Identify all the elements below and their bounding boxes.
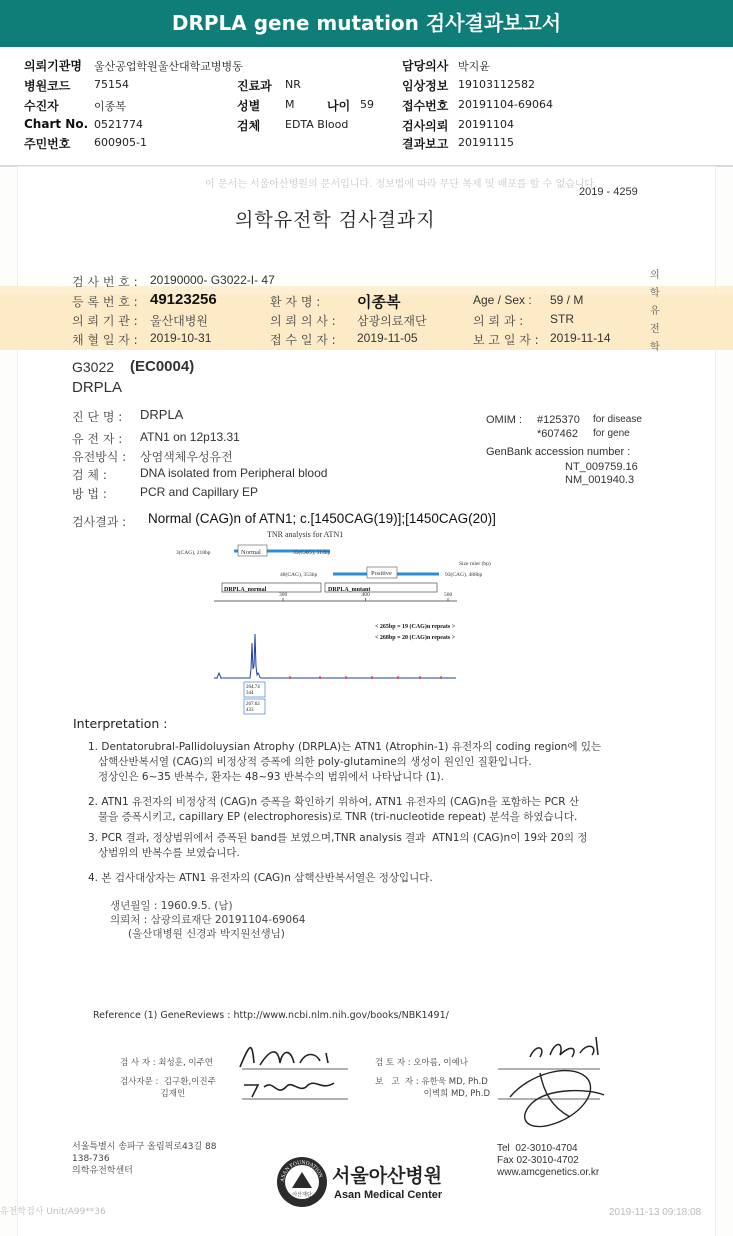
ruler-label: Size ruler (bp) (459, 561, 491, 567)
value-clinical-info: 19103112582 (458, 78, 535, 91)
diag-label: 진 단 명 : (72, 410, 123, 424)
ruler-tick-label: 400 (361, 592, 370, 598)
inherit-label: 유전방식 : (72, 450, 127, 464)
label-dept: 진료과 (237, 79, 272, 93)
draw-date-label: 채 혈 일 자 : (72, 333, 138, 347)
interp-item-3: 3. PCR 결과, 정상범위에서 증폭된 band를 보였으며,TNR analysis 결과 ATN1의 (CAG)n이 19와 20의 정 상범위의 반복수를 보였습니다. (88, 832, 588, 859)
peak-label-text: 344 (246, 691, 254, 696)
ruler-tick-label: 500 (444, 592, 453, 598)
value-report-date: 20191115 (458, 136, 514, 149)
label-request-date: 검사의뢰 (402, 119, 449, 133)
label-specimen: 검체 (237, 119, 261, 133)
req-dept-label: 의 뢰 과 : (473, 314, 524, 328)
document-number: 2019 - 4259 (579, 186, 638, 198)
normal-low: 3(CAG), 218bp (176, 550, 211, 556)
signature-reviewer (480, 1033, 640, 1143)
label-patient: 수진자 (24, 99, 59, 113)
method-label: 방 법 : (72, 487, 107, 501)
agesex: 59 / M (550, 293, 584, 307)
label-accession-no: 접수번호 (402, 99, 449, 113)
genbank-label: GenBank accession number : (486, 446, 631, 458)
value-hospital-code: 75154 (94, 78, 129, 91)
birth-note: 생년월일 : 1960.9.5. (남) (110, 900, 233, 912)
report-heading: 의학유전학 검사결과지 (235, 209, 436, 231)
label-report-date: 결과보고 (402, 137, 449, 151)
ruler-tick-label: 300 (279, 592, 288, 598)
gene-label: 유 전 자 : (72, 432, 123, 446)
note-20: < 268bp = 20 (CAG)n repeats > (375, 635, 456, 641)
label-institution: 의뢰기관명 (24, 59, 82, 73)
peak-label (244, 699, 265, 714)
peak-label (244, 682, 265, 697)
label-sex: 성별 (237, 99, 261, 113)
scanned-report (0, 167, 733, 1236)
inheritance: 상염색체우성유전 (140, 450, 233, 464)
report-title: DRPLA gene mutation 검사결과보고서 (0, 0, 733, 47)
report-info-panel (0, 47, 733, 167)
interpretation-title: Interpretation : (73, 716, 168, 731)
rep-date-label: 보 고 일 자 : (473, 333, 539, 347)
value-sex: M (285, 98, 295, 111)
allele-normal: DRPLA_normal (224, 587, 267, 593)
peak-label-text: 433 (246, 708, 254, 713)
value-institution: 울산공업학원울산대학교병병동 (94, 60, 243, 73)
mutant-range-label: Positive (371, 570, 392, 577)
chart-title: TNR analysis for ATN1 (267, 530, 344, 539)
note-19: < 265bp = 19 (CAG)n repeats > (375, 624, 456, 630)
peak-label-text: 267.62 (246, 702, 260, 707)
mutant-low: 48(CAG), 353bp (280, 572, 318, 578)
req-dept: STR (550, 312, 574, 326)
test-no-label: 검 사 번 호 : (72, 275, 138, 289)
test-no: 20190000- G3022-I- 47 (150, 273, 275, 287)
omim-gene-note: for gene (593, 428, 630, 439)
faded-notice: 이 문서는 서울아산병원의 문서입니다. 정보법에 따라 무단 복제 및 배포를 할 수 없습니다. (205, 179, 598, 190)
reporter-label: 보 고 자 : 유한욱 MD, Ph.D 이벽희 MD, Ph.D (375, 1077, 491, 1099)
allele-mutant: DRPLA_mutant (328, 587, 371, 593)
asan-logo-icon (276, 1156, 328, 1208)
genbank-nt: NT_009759.16 (565, 461, 638, 473)
omim-disease: #125370 (537, 414, 580, 426)
result-label: 검사결과 : (72, 515, 127, 529)
reviewer-label: 검 토 자 : 오아름, 이예나 (375, 1058, 468, 1068)
interp-item-4: 4. 본 검사대상자는 ATN1 유전자의 (CAG)n 삼핵산반복서열은 정상입니다. (88, 872, 433, 884)
diagnosis: DRPLA (140, 407, 184, 422)
value-request-date: 20191104 (458, 118, 514, 131)
referral-note: 의뢰처 : 삼광의료재단 20191104-69064 (110, 914, 306, 926)
contact: Tel 02-3010-4704 Fax 02-3010-4702 www.amcgenetics.or.kr (497, 1143, 600, 1178)
label-clinical-info: 임상정보 (402, 79, 449, 93)
method: PCR and Capillary EP (140, 485, 259, 499)
patient-name: 이종복 (357, 293, 401, 311)
omim-label: OMIM : (486, 414, 523, 426)
advisor-label: 검사자문 : 김구환,이진주 김재인 (120, 1077, 216, 1099)
hospital-note: (울산대병원 신경과 박지원선생님) (128, 928, 285, 940)
reg-no: 49123256 (150, 291, 217, 308)
tnr-chart (0, 527, 733, 713)
specimen: DNA isolated from Peripheral blood (140, 466, 328, 480)
test-code: G3022 (72, 359, 115, 375)
label-age: 나이 (327, 99, 351, 113)
label-chart-no: Chart No. (24, 117, 89, 131)
footer-unit: 유전학검사 Unit/A99**36 (0, 1207, 106, 1217)
req-doc-label: 의 뢰 의 사 : (270, 314, 336, 328)
result: Normal (CAG)n of ATN1; c.[1450CAG(19)];[1450CAG(20)] (148, 511, 496, 526)
omim-disease-note: for disease (593, 414, 642, 425)
reg-no-label: 등 록 번 호 : (72, 295, 138, 309)
normal-range-label: Normal (241, 549, 261, 556)
label-doctor: 담당의사 (402, 59, 449, 73)
patient-name-label: 환 자 명 : (270, 295, 321, 309)
signature-tester (230, 1033, 370, 1103)
peak-label-text: 264.74 (246, 685, 260, 690)
recv-date: 2019-11-05 (357, 331, 418, 345)
interp-item-2: 2. ATN1 유전자의 비정상적 (CAG)n 증폭을 확인하기 위하여, ATN1 유전자의 (CAG)n을 포함하는 PCR 산 물을 증폭시키고, capillary EP (electrophoresis)로 TNR (tri-nucleotide repeat) 분석을 하였습니다. (88, 796, 579, 823)
value-accession-no: 20191104-69064 (458, 98, 553, 111)
specimen-label: 검 체 : (72, 468, 107, 482)
value-age: 59 (360, 98, 374, 111)
value-resident-no: 600905-1 (94, 136, 147, 149)
side-label: 의 학 유 전 학 (650, 270, 660, 353)
reference: Reference (1) GeneReviews : http://www.ncbi.nlm.nih.gov/books/NBK1491/ (93, 1010, 449, 1021)
gene: ATN1 on 12p13.31 (140, 430, 240, 444)
req-doc: 삼광의료재단 (357, 314, 427, 328)
logo-korean: 서울아산병원 (332, 1165, 443, 1187)
normal-high: 35(CAG), 314bp (293, 550, 331, 556)
label-resident-no: 주민번호 (24, 137, 71, 151)
label-hospital-code: 병원코드 (24, 79, 71, 93)
test-name: DRPLA (72, 379, 123, 396)
agesex-label: Age / Sex : (473, 293, 532, 307)
interp-item-1: 1. Dentatorubral-Pallidoluysian Atrophy (DRPLA)는 ATN1 (Atrophin-1) 유전자의 coding region에 있는 삼핵산반복서열 (CAG)의 비정상적 증폭에 의한 poly-glutamine의 생성이 원인인 질환입니다. 정상인은 6~35 반복수, 환자는 48~93 반복수의 범위에서 나타납니다 (1). (88, 741, 602, 783)
recv-date-label: 접 수 일 자 : (270, 333, 336, 347)
rep-date: 2019-11-14 (550, 331, 611, 345)
req-org-label: 의 뢰 기 관 : (72, 314, 138, 328)
size-ruler (214, 592, 457, 601)
svg-text:아산재단: 아산재단 (292, 1193, 312, 1198)
value-doctor: 박지윤 (458, 60, 490, 73)
test-code-secondary: (EC0004) (130, 358, 195, 375)
footer-timestamp: 2019-11-13 09:18:08 (609, 1207, 702, 1218)
omim-gene: *607462 (537, 428, 578, 440)
value-patient: 이종복 (94, 100, 126, 113)
mutant-high: 93(CAG), 488bp (445, 572, 483, 578)
tester-label: 검 사 자 : 최성훈, 이주연 (120, 1058, 213, 1068)
logo-english: Asan Medical Center (334, 1189, 443, 1201)
value-chart-no: 0521774 (94, 118, 143, 131)
req-org: 울산대병원 (150, 314, 208, 328)
draw-date: 2019-10-31 (150, 331, 212, 345)
value-specimen: EDTA Blood (285, 118, 349, 131)
svg-text:ASAN FOUNDATION: ASAN FOUNDATION (279, 1159, 324, 1183)
address: 서울특별시 송파구 올림픽로43길 88 138-736 의학유전학센터 (72, 1142, 217, 1176)
value-dept: NR (285, 78, 301, 91)
genbank-nm: NM_001940.3 (565, 474, 635, 486)
